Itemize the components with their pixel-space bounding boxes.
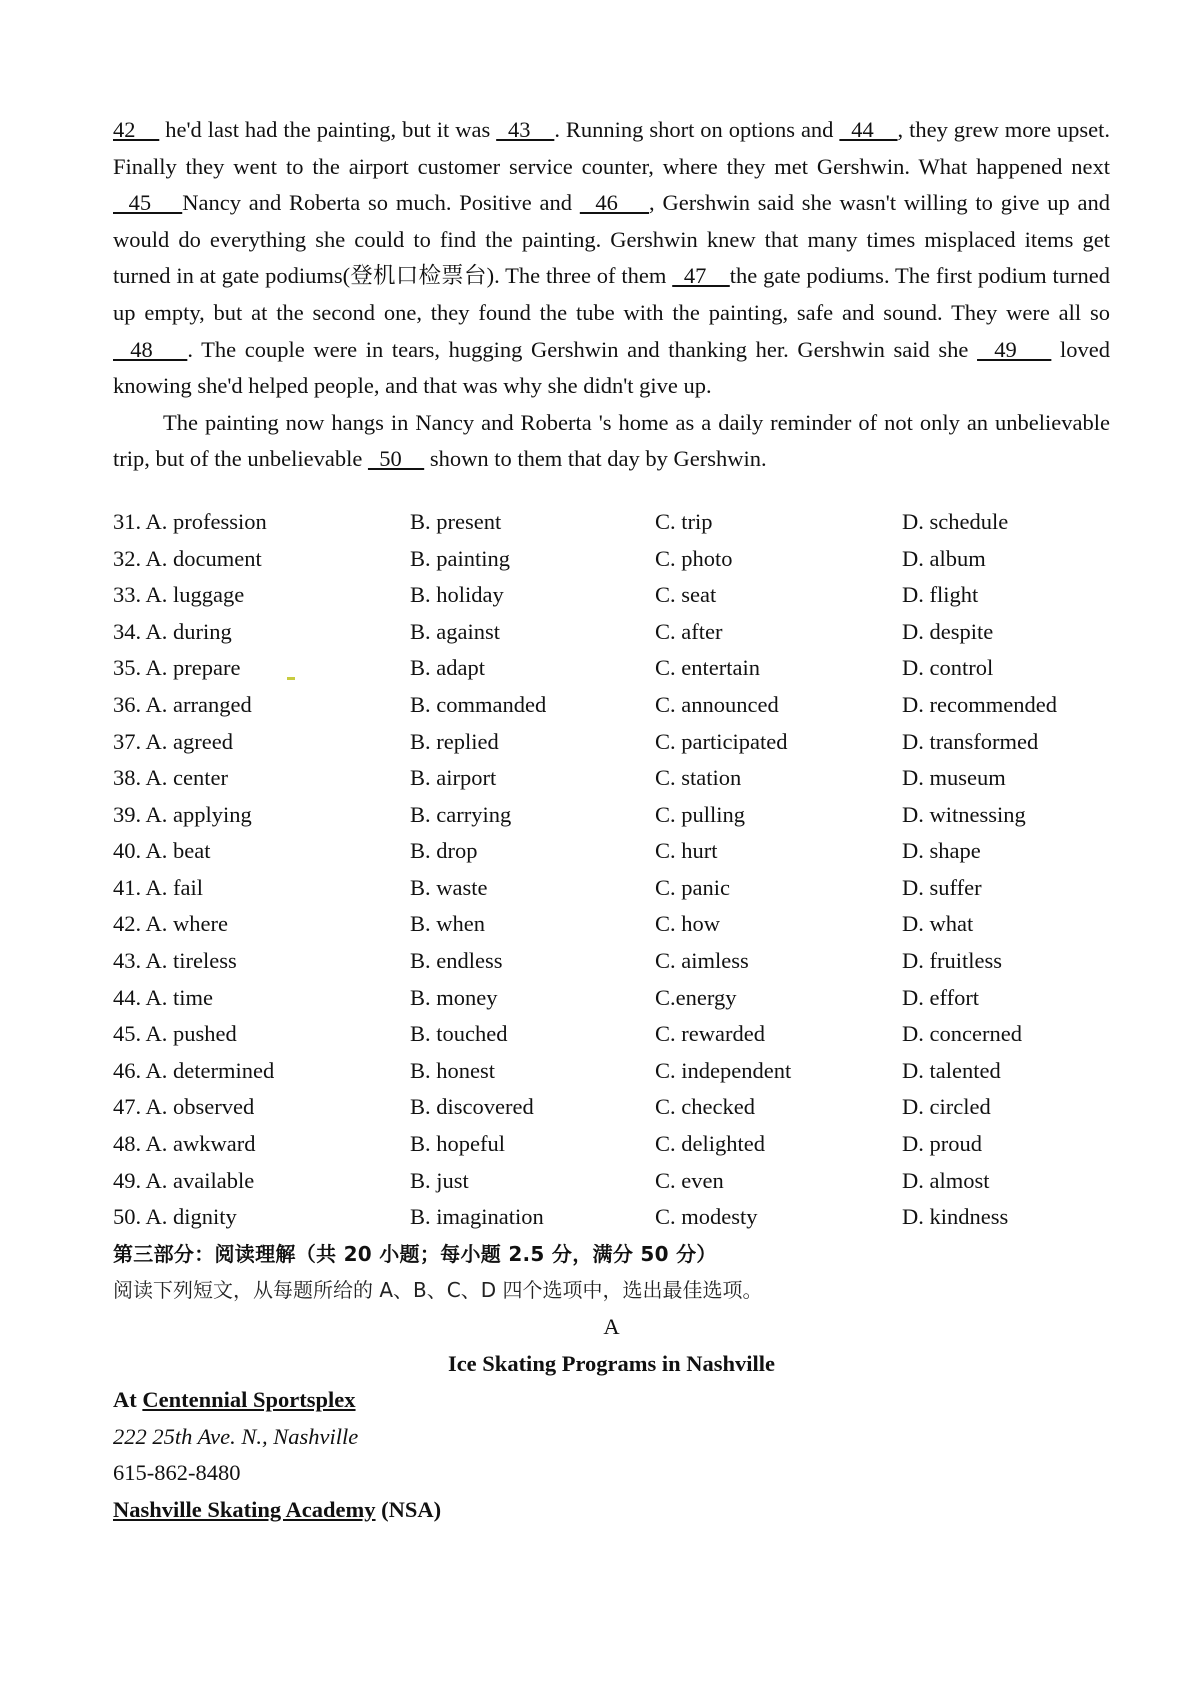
option-b: B. just (410, 1167, 469, 1193)
option-c: C. rewarded (655, 1021, 765, 1047)
question-row (113, 724, 1110, 761)
option-text: A. time (145, 984, 214, 1010)
option-b: B. hopeful (410, 1131, 505, 1157)
option-c: C. checked (655, 1094, 755, 1120)
section-3-title: 第三部分：阅读理解（共 20 小题；每小题 2.5 分，满分 50 分） (113, 1241, 717, 1266)
venue-address: 222 25th Ave. N., Nashville (113, 1423, 359, 1449)
option-b: B. commanded (410, 691, 547, 717)
option-d: D. flight (902, 582, 979, 608)
option-d: D. transformed (902, 728, 1039, 754)
question-number: 46. (113, 1057, 142, 1083)
option-c: C.energy (655, 984, 737, 1010)
cloze-options-list (113, 504, 1110, 1236)
option-c: C. trip (655, 508, 713, 534)
option-a (113, 687, 252, 724)
section-3-instruction: 阅读下列短文，从每题所给的 A、B、C、D 四个选项中，选出最佳选项。 (113, 1278, 763, 1303)
question-row (113, 833, 1110, 870)
question-number: 44. (113, 984, 142, 1010)
venue-phone: 615-862-8480 (113, 1460, 241, 1486)
option-a (113, 541, 262, 578)
option-d: D. shape (902, 838, 981, 864)
answer-blank: 47 (672, 263, 730, 289)
question-number: 47. (113, 1094, 142, 1120)
option-text: A. available (145, 1167, 255, 1193)
passage-text: he'd last had the painting, but it was (159, 117, 497, 142)
option-c: C. even (655, 1167, 724, 1193)
option-text: A. tireless (145, 948, 237, 974)
venue-heading (113, 1382, 1110, 1419)
question-row (113, 980, 1110, 1017)
option-b: B. replied (410, 728, 499, 754)
question-number: 42. (113, 911, 142, 937)
option-a (113, 1016, 237, 1053)
question-number: 49. (113, 1167, 142, 1193)
option-b: B. money (410, 984, 498, 1010)
option-d: D. suffer (902, 874, 982, 900)
question-row (113, 614, 1110, 651)
option-text: A. during (145, 618, 232, 644)
question-number: 48. (113, 1131, 142, 1157)
answer-blank: 49 (977, 336, 1052, 362)
option-b: B. drop (410, 838, 478, 864)
option-b: B. holiday (410, 582, 504, 608)
option-d: D. fruitless (902, 948, 1002, 974)
option-text: A. document (145, 545, 262, 571)
question-number: 38. (113, 765, 142, 791)
answer-blank: 45 (113, 190, 183, 216)
option-b: B. waste (410, 874, 488, 900)
option-c: C. modesty (655, 1204, 758, 1230)
option-text: A. arranged (145, 691, 252, 717)
question-number: 43. (113, 948, 142, 974)
option-a (113, 504, 267, 541)
option-c: C. seat (655, 582, 717, 608)
option-a (113, 614, 232, 651)
option-text: A. dignity (145, 1204, 237, 1230)
option-a (113, 1199, 237, 1236)
passage-text: the gate podiums. The first podium turned up empty, but at the second one, they found the tube with the painting, safe and sound. They were all so (113, 263, 1110, 325)
question-row (113, 1163, 1110, 1200)
option-c: C. delighted (655, 1131, 765, 1157)
option-c: C. after (655, 618, 723, 644)
passage-text: . The couple were in tears, hugging Gershwin and thanking her. Gershwin said she (187, 336, 978, 362)
option-text: A. pushed (145, 1021, 237, 1047)
question-row (113, 906, 1110, 943)
option-a (113, 1163, 254, 1200)
option-d: D. album (902, 545, 986, 571)
option-text: A. beat (145, 838, 211, 864)
answer-blank: 48 (113, 336, 188, 362)
question-number: 35. (113, 655, 142, 681)
cloze-paragraph-2 (113, 405, 1110, 478)
option-d: D. schedule (902, 508, 1009, 534)
question-row (113, 1053, 1110, 1090)
answer-blank: 43 (496, 117, 555, 142)
option-d: D. recommended (902, 691, 1057, 717)
option-c: C. aimless (655, 948, 749, 974)
question-row (113, 943, 1110, 980)
option-c: C. participated (655, 728, 788, 754)
option-d: D. museum (902, 765, 1006, 791)
question-row (113, 687, 1110, 724)
passage-text: , they grew more upset. Finally they went to the airport customer service counter, where they met Gershwin. What happened next (113, 117, 1111, 179)
answer-blank: 50 (367, 446, 425, 472)
question-row (113, 797, 1110, 834)
option-b: B. against (410, 618, 500, 644)
option-d: D. almost (902, 1167, 990, 1193)
option-d: D. kindness (902, 1204, 1009, 1230)
option-b: B. touched (410, 1021, 508, 1047)
option-c: C. independent (655, 1057, 792, 1083)
answer-blank: 42 (113, 117, 160, 142)
option-d: D. circled (902, 1094, 991, 1120)
venue-prefix: At (113, 1387, 143, 1413)
question-number: 45. (113, 1021, 142, 1047)
question-row (113, 870, 1110, 907)
option-d: D. witnessing (902, 801, 1026, 827)
option-c: C. station (655, 765, 742, 791)
option-d: D. proud (902, 1131, 982, 1157)
option-d: D. effort (902, 984, 980, 1010)
option-text: A. observed (145, 1094, 255, 1120)
option-a (113, 833, 211, 870)
option-c: C. pulling (655, 801, 746, 827)
option-a (113, 943, 237, 980)
option-c: C. entertain (655, 655, 760, 681)
question-number: 36. (113, 691, 142, 717)
question-row (113, 541, 1110, 578)
option-c: C. announced (655, 691, 779, 717)
option-b: B. carrying (410, 801, 512, 827)
question-row (113, 504, 1110, 541)
question-row (113, 577, 1110, 614)
question-row (113, 760, 1110, 797)
option-a (113, 724, 233, 761)
passage-text: Nancy and Roberta so much. Positive and (182, 190, 580, 216)
option-b: B. honest (410, 1057, 496, 1083)
option-a (113, 906, 228, 943)
option-text: A. awkward (145, 1131, 256, 1157)
question-row (113, 1089, 1110, 1126)
option-text: A. luggage (145, 582, 245, 608)
option-a (113, 1053, 274, 1090)
question-number: 31. (113, 508, 142, 534)
question-row (113, 1016, 1110, 1053)
option-a (113, 1126, 255, 1163)
passage-letter: A (603, 1314, 620, 1339)
option-b: B. airport (410, 765, 497, 791)
question-number: 34. (113, 618, 142, 644)
option-text: A. center (145, 765, 228, 791)
program-abbr: (NSA) (375, 1496, 442, 1522)
question-number: 39. (113, 801, 142, 827)
venue-name: Centennial Sportsplex (142, 1387, 356, 1413)
question-number: 33. (113, 582, 142, 608)
option-c: C. photo (655, 545, 733, 571)
option-d: D. control (902, 655, 994, 681)
answer-blank: 44 (839, 117, 898, 142)
passage-text: . Running short on options and (554, 117, 840, 142)
option-text: A. applying (145, 801, 252, 827)
passage-text: loved knowing she'd helped people, and that was why she didn't give up. (113, 336, 1110, 399)
option-c: C. panic (655, 874, 730, 900)
question-number: 50. (113, 1204, 142, 1230)
option-a (113, 650, 240, 687)
option-b: B. endless (410, 948, 503, 974)
option-a (113, 797, 252, 834)
option-d: D. despite (902, 618, 994, 644)
option-a (113, 1089, 254, 1126)
option-a (113, 980, 213, 1017)
option-d: D. concerned (902, 1021, 1022, 1047)
option-b: B. imagination (410, 1204, 544, 1230)
option-b: B. when (410, 911, 485, 937)
question-row (113, 1126, 1110, 1163)
program-name: Nashville Skating Academy (113, 1496, 376, 1522)
question-number: 32. (113, 545, 142, 571)
option-text: A. profession (145, 508, 267, 534)
option-b: B. discovered (410, 1094, 534, 1120)
question-number: 40. (113, 838, 142, 864)
highlight-mark (287, 677, 295, 680)
option-text: A. fail (145, 874, 203, 900)
program-heading (113, 1492, 1110, 1529)
passage-text: , Gershwin said she wasn't willing to give up and would do everything she could to find the painting. Gershwin knew that many times misplaced items get turned in at gate podiums(登机口检票台). The three of them (113, 190, 1111, 289)
option-c: C. hurt (655, 838, 718, 864)
option-a (113, 870, 203, 907)
option-a (113, 760, 228, 797)
question-row (113, 650, 1110, 687)
option-text: A. where (145, 911, 228, 937)
passage-text: shown to them that day by Gershwin. (424, 446, 767, 472)
cloze-paragraph-1 (113, 112, 1110, 405)
option-c: C. how (655, 911, 721, 937)
option-text: A. prepare (145, 655, 241, 681)
question-number: 41. (113, 874, 142, 900)
question-number: 37. (113, 728, 142, 754)
exam-page (113, 112, 1110, 1529)
passage-text: The painting now hangs in Nancy and Roberta 's home as a daily reminder of not only an unbelievable trip, but of the unbelievable (113, 409, 1110, 472)
option-text: A. determined (145, 1057, 275, 1083)
question-row (113, 1199, 1110, 1236)
option-d: D. what (902, 911, 974, 937)
option-b: B. present (410, 508, 502, 534)
option-d: D. talented (902, 1057, 1001, 1083)
passage-title: Ice Skating Programs in Nashville (447, 1350, 776, 1376)
answer-blank: 46 (579, 190, 650, 216)
option-text: A. agreed (145, 728, 233, 754)
option-b: B. painting (410, 545, 510, 571)
option-a (113, 577, 244, 614)
option-b: B. adapt (410, 655, 485, 681)
